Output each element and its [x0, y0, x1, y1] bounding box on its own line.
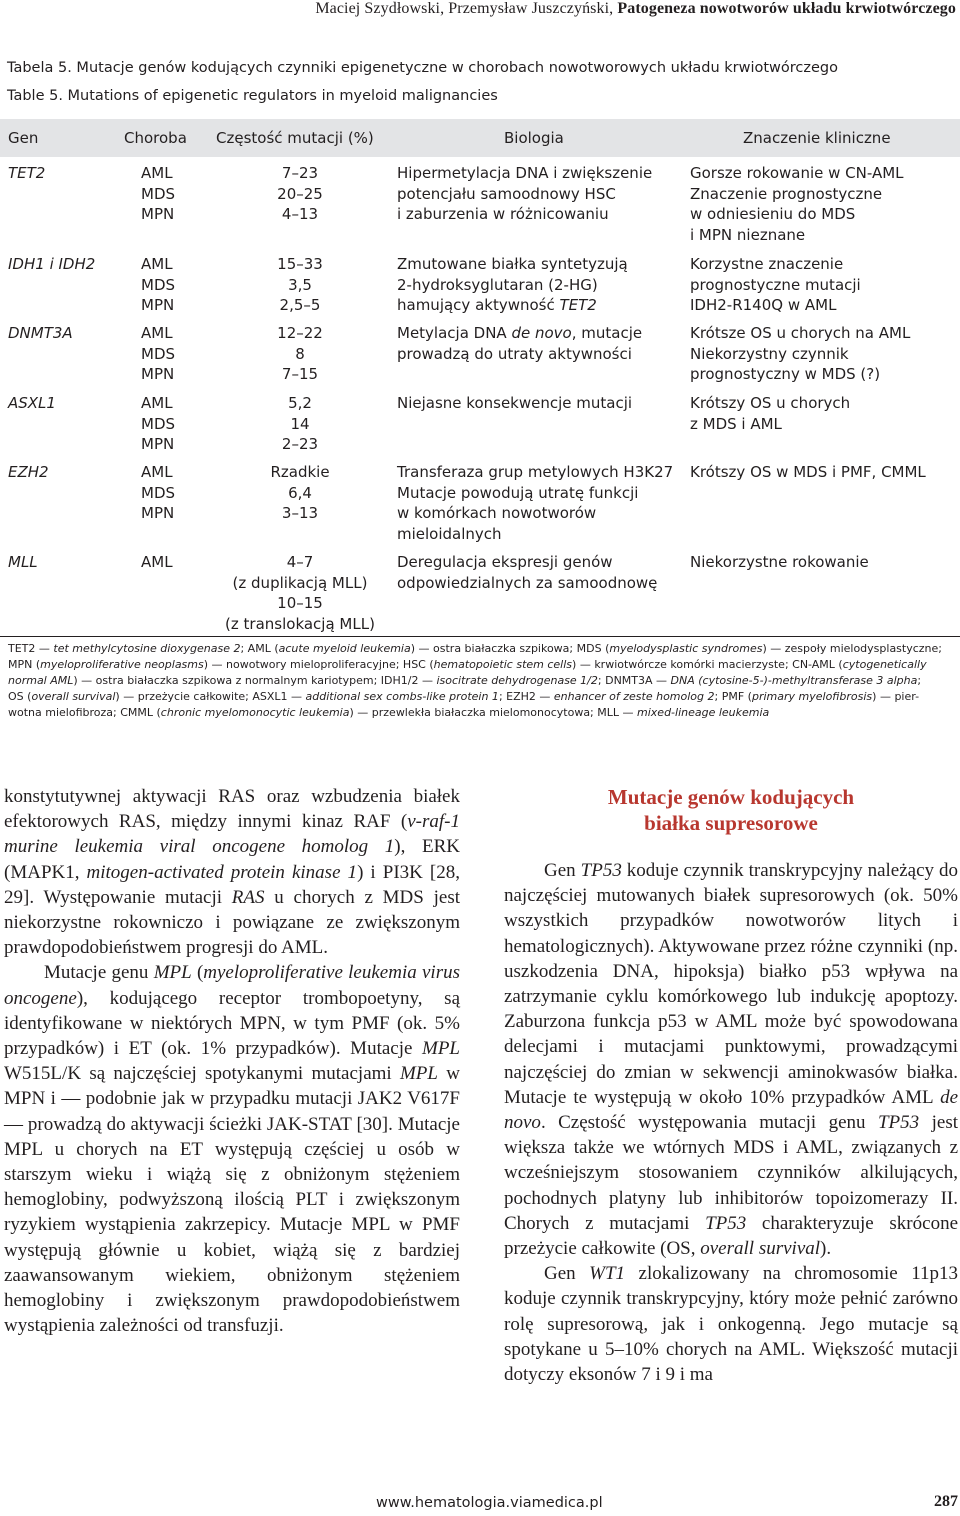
- italic-text: TP53: [705, 1212, 747, 1234]
- frequency-value: 4–13: [281, 205, 319, 223]
- gene-cell: DNMT3A: [8, 324, 73, 342]
- italic-text: MPL: [399, 1063, 438, 1085]
- italic-text: hematopoietic stem cells: [433, 658, 573, 671]
- disease-value: AML: [141, 394, 173, 412]
- clinical-cell: [690, 163, 904, 245]
- gene-cell: MLL: [8, 553, 38, 571]
- clinical-line: Krótszy OS w MDS i PMF, CMML: [690, 463, 926, 481]
- italic-text: mixed-lineage leukemia: [637, 706, 770, 719]
- biology-cell: [397, 254, 628, 316]
- frequency-value: 2–23: [281, 435, 319, 453]
- italic-text: MPL: [422, 1038, 460, 1060]
- clinical-line: Gorsze rokowanie w CN-AML: [690, 164, 904, 182]
- disease-cell: [141, 163, 191, 225]
- disease-value: MPN: [141, 365, 175, 383]
- clinical-line: prognostyczne mutacji: [690, 275, 861, 294]
- disease-value: AML: [141, 324, 173, 342]
- biology-line: Transferaza grup metylowych H3K27: [397, 463, 674, 481]
- italic-text: overall survival: [700, 1238, 821, 1260]
- biology-line: Niejasne konsekwencje mutacji: [397, 394, 633, 412]
- column-header-biology: Biologia: [504, 129, 564, 147]
- frequency-value: 6,4: [288, 483, 312, 502]
- disease-value: AML: [141, 463, 173, 481]
- biology-line: Hipermetylacja DNA i zwiększenie: [397, 164, 653, 182]
- italic-text: primary myelofibrosis: [751, 690, 873, 703]
- clinical-line: w odniesieniu do MDS: [690, 205, 856, 223]
- italic-text: isocitrate dehydrogenase 1/2: [436, 674, 598, 687]
- italic-text: myeloproliferative neoplasms: [40, 658, 204, 671]
- italic-text: TET2: [559, 296, 597, 314]
- italic-text: normal AML: [8, 674, 74, 687]
- table-footnote: [8, 641, 952, 721]
- disease-value: MPN: [141, 205, 175, 223]
- biology-line: odpowiedzialnych za samoodnowę: [397, 573, 658, 592]
- clinical-line: z MDS i AML: [690, 414, 782, 433]
- clinical-line: IDH2-R140Q w AML: [690, 296, 837, 314]
- disease-value: MDS: [141, 275, 176, 294]
- footnote-line: wotna mielofibroza; CMML (chronic myelomonocytic leukemia) — przewlekła białaczka mielomonocytowa; MLL — mixed-lineage leukemia: [8, 706, 770, 719]
- frequency-cell: [218, 462, 382, 524]
- italic-text: enhancer of zeste homolog 2: [553, 690, 715, 703]
- biology-line: w komórkach nowotworów: [397, 504, 597, 522]
- clinical-line: prognostyczny w MDS (?): [690, 365, 881, 383]
- biology-line: prowadzą do utraty aktywności: [397, 344, 632, 363]
- frequency-value: 15–33: [277, 255, 323, 273]
- frequency-cell: [218, 552, 382, 634]
- section-heading-line: Mutacje genów kodujących: [607, 785, 855, 809]
- column-header-frequency: Częstość mutacji (%): [216, 129, 374, 147]
- frequency-value: (z translokacją MLL): [225, 614, 375, 633]
- footer-url[interactable]: www.hematologia.viamedica.pl: [376, 1495, 603, 1511]
- disease-cell: [141, 323, 191, 385]
- table-bottom-rule: [0, 636, 960, 637]
- frequency-value: 3,5: [288, 275, 312, 294]
- biology-line: Deregulacja ekspresji genów: [397, 553, 613, 571]
- disease-value: MDS: [141, 184, 176, 203]
- frequency-value: 14: [290, 414, 310, 433]
- clinical-cell: [690, 552, 869, 573]
- gene-cell: EZH2: [8, 463, 49, 481]
- column-header-disease: Choroba: [124, 129, 187, 147]
- disease-value: AML: [141, 553, 173, 571]
- clinical-line: i MPN nieznane: [690, 225, 806, 244]
- biology-line: Metylacja DNA de novo, mutacje: [397, 324, 643, 342]
- biology-line: Mutacje powodują utratę funkcji: [397, 483, 639, 502]
- table-title-en: Table 5. Mutations of epigenetic regulators in myeloid malignancies: [7, 88, 498, 104]
- right-column: [504, 858, 958, 1387]
- italic-text: tet methylcytosine dioxygenase 2: [53, 642, 241, 655]
- biology-line: hamujący aktywność TET2: [397, 296, 597, 314]
- clinical-cell: [690, 462, 926, 483]
- frequency-value: 12–22: [277, 324, 323, 342]
- clinical-line: Niekorzystny czynnik: [690, 344, 849, 363]
- frequency-value: 5,2: [288, 394, 312, 412]
- italic-text: chronic myelomonocytic leukemia: [160, 706, 350, 719]
- disease-cell: [141, 393, 191, 455]
- disease-value: MPN: [141, 435, 175, 453]
- biology-line: potencjału samoodnowy HSC: [397, 184, 616, 203]
- italic-text: additional sex combs-like protein 1: [305, 690, 499, 703]
- italic-text: MPL: [153, 962, 192, 984]
- footnote-line: TET2 — tet methylcytosine dioxygenase 2; AML (acute myeloid leukemia) — ostra białaczka szpikowa; MDS (myelodysplastic syndromes) — zespoły mielodysplastyczne;: [8, 642, 943, 655]
- biology-cell: [397, 163, 652, 225]
- clinical-line: Znaczenie prognostyczne: [690, 184, 883, 203]
- italic-text: v-raf-1 murine leukemia viral oncogene homolog 1: [4, 811, 460, 858]
- frequency-value: 3–13: [281, 504, 319, 522]
- paragraph: Gen TP53 koduje czynnik transkrypcyjny należący do najczęściej mutowanych białek supresorowych (ok. 50% wszystkich przypadków nowotworów litych i hematologicznych). Aktywowane przez różne czynniki (np. uszkodzenia DNA, hipoksja) białko p53 wpływa na zatrzymanie cyklu komórkowego lub indukcję apoptozy. Zaburzona funkcja p53 w AML może być spowodowana delecjami i mutacjami punktowymi, prowadzącymi najczęściej do zmian w sekwencji aminokwasów białka. Mutacje te występują w około 10% przypadków AML de novo. Częstość występowania mutacji genu TP53 jest większa także we wtórnych MDS i AML, związanych z wcześniejszym stosowaniem czynników alkilujących, pochodnych platyny lub inhibitorów topoizomerazy II. Chorych z mutacjami TP53 charakteryzuje skrócone przeżycie całkowite (OS, overall survival).: [504, 860, 959, 1260]
- italic-text: acute myeloid leukemia: [278, 642, 411, 655]
- italic-text: myelodysplastic syndromes: [609, 642, 763, 655]
- header-authors: Maciej Szydłowski, Przemysław Juszczyński,: [315, 0, 614, 17]
- frequency-value: (z duplikacją MLL): [232, 573, 368, 592]
- footnote-line: MPN (myeloproliferative neoplasms) — nowotwory mieloproliferacyjne; HSC (hematopoietic stem cells) — krwiotwórcze komórki macierzyste; CN-AML (cytogenetically: [8, 658, 927, 671]
- frequency-cell: [218, 254, 382, 316]
- italic-text: TP53: [877, 1112, 920, 1134]
- biology-cell: [397, 552, 657, 593]
- disease-value: AML: [141, 164, 173, 182]
- clinical-cell: [690, 323, 910, 385]
- footnote-line: OS (overall survival) — przeżycie całkowite; ASXL1 — additional sex combs-like protein 1; EZH2 — enhancer of zeste homolog 2; PMF (primary myelofibrosis) — pier-: [8, 690, 920, 703]
- frequency-value: 20–25: [277, 184, 323, 203]
- paragraph: konstytutywnej aktywacji RAS oraz wzbudzenia białek efektorowych RAS, między innymi kinaz RAF (v-raf-1 murine leukemia viral oncogene homolog 1), ERK (MAPK1, mitogen-activated protein kinase 1) i PI3K [28, 29]. Występowanie mutacji RAS u chorych z MDS jest niekorzystne rokowniczo i powiązane ze zwiększonym prawdopodobieństwem progresji do AML.: [4, 786, 460, 959]
- disease-value: AML: [141, 255, 173, 273]
- disease-value: MDS: [141, 414, 176, 433]
- gene-cell: ASXL1: [8, 394, 56, 412]
- disease-cell: [141, 254, 191, 316]
- running-header: [315, 0, 956, 18]
- italic-text: RAS: [231, 886, 265, 908]
- biology-cell: [397, 393, 632, 414]
- biology-line: Zmutowane białka syntetyzują: [397, 255, 628, 273]
- frequency-value: 8: [295, 344, 305, 363]
- italic-text: cytogenetically: [842, 658, 927, 671]
- column-header-clinical: Znaczenie kliniczne: [743, 129, 891, 147]
- left-column: [4, 784, 460, 1338]
- frequency-value: 7–23: [281, 164, 319, 182]
- italic-text: TP53: [580, 860, 622, 881]
- page-number: 287: [934, 1493, 958, 1510]
- frequency-value: Rzadkie: [270, 463, 330, 481]
- frequency-cell: [218, 323, 382, 385]
- frequency-value: 2,5–5: [279, 296, 321, 314]
- frequency-cell: [218, 163, 382, 225]
- table-title-pl: Tabela 5. Mutacje genów kodujących czynniki epigenetyczne w chorobach nowotworowych układu krwiotwórczego: [7, 60, 839, 76]
- biology-line: mieloidalnych: [397, 524, 502, 543]
- footnote-line: normal AML) — ostra białaczka szpikowa z normalnym kariotypem; IDH1/2 — isocitrate dehydrogenase 1/2; DNMT3A — DNA (cytosine-5-)-methyltransferase 3 alpha;: [8, 674, 922, 687]
- italic-text: overall survival: [31, 690, 116, 703]
- clinical-line: Krótsze OS u chorych na AML: [690, 324, 911, 342]
- paragraph: Gen WT1 zlokalizowany na chromosomie 11p13 koduje czynnik transkrypcyjny, który może pełnić zarówno rolę supresorową, jak i onkogenną. Jego mutacje są spotykane u 5–10% chorych na AML. Większość mutacji dotyczy eksonów 7 i 9 i ma: [504, 1263, 958, 1386]
- gene-cell: IDH1 i IDH2: [8, 255, 96, 273]
- paragraph: Mutacje genu MPL (myeloproliferative leukemia virus oncogene), kodującego receptor trombopoetyny, są identyfikowane w niektórych MPN, w tym PMF (ok. 5% przypadków) i ET (ok. 1% przypadków). Mutacje MPL W515L/K są najczęściej spotykanymi mutacjami MPL w MPN i — podobnie jak w przypadku mutacji JAK2 V617F — prowadzą do aktywacji ścieżki JAK-STAT [30]. Mutacje MPL u chorych na ET występują częściej u osób w starszym wieku i wiążą się z obniżonym stężeniem hemoglobiny, podwyższoną ilością PLT i zwiększonym ryzykiem wystąpienia zakrzepicy. Mutacje MPL w PMF występują głównie u kobiet, wiążą się z bardziej zaawansowanym wiekiem, obniżonym stężeniem hemoglobiny i zwiększonym prawdopodobieństwem wystąpienia zależności od transfuzji.: [4, 962, 460, 1337]
- italic-text: mitogen-activated protein kinase 1: [86, 861, 358, 883]
- biology-line: i zaburzenia w różnicowaniu: [397, 205, 609, 223]
- frequency-cell: [218, 393, 382, 455]
- biology-line: 2-hydroksyglutaran (2-HG): [397, 275, 598, 294]
- italic-text: de novo: [504, 1086, 958, 1134]
- disease-cell: [141, 552, 191, 573]
- clinical-line: Krótszy OS u chorych: [690, 394, 851, 412]
- italic-text: DNA (cytosine-5-)-methyltransferase 3 alpha: [670, 674, 918, 687]
- section-heading-line: białka supresorowe: [644, 811, 818, 835]
- clinical-line: Niekorzystne rokowanie: [690, 553, 869, 571]
- clinical-cell: [690, 393, 850, 434]
- column-header-gene: Gen: [8, 129, 39, 147]
- frequency-value: 10–15: [277, 594, 323, 612]
- biology-cell: [397, 323, 642, 364]
- disease-value: MDS: [141, 483, 176, 502]
- frequency-value: 4–7: [286, 553, 314, 571]
- italic-text: WT1: [589, 1263, 626, 1285]
- clinical-cell: [690, 254, 861, 316]
- header-article-title: Patogeneza nowotworów układu krwiotwórczego: [617, 0, 956, 17]
- italic-text: myeloproliferative leukemia virus oncogene: [4, 962, 460, 1009]
- italic-text: de novo: [511, 324, 572, 342]
- section-heading: [504, 784, 958, 836]
- frequency-value: 7–15: [281, 365, 319, 383]
- disease-value: MDS: [141, 344, 176, 363]
- disease-cell: [141, 462, 191, 524]
- biology-cell: [397, 462, 673, 544]
- disease-value: MPN: [141, 504, 175, 522]
- clinical-line: Korzystne znaczenie: [690, 255, 844, 273]
- disease-value: MPN: [141, 296, 175, 314]
- gene-cell: TET2: [8, 164, 46, 182]
